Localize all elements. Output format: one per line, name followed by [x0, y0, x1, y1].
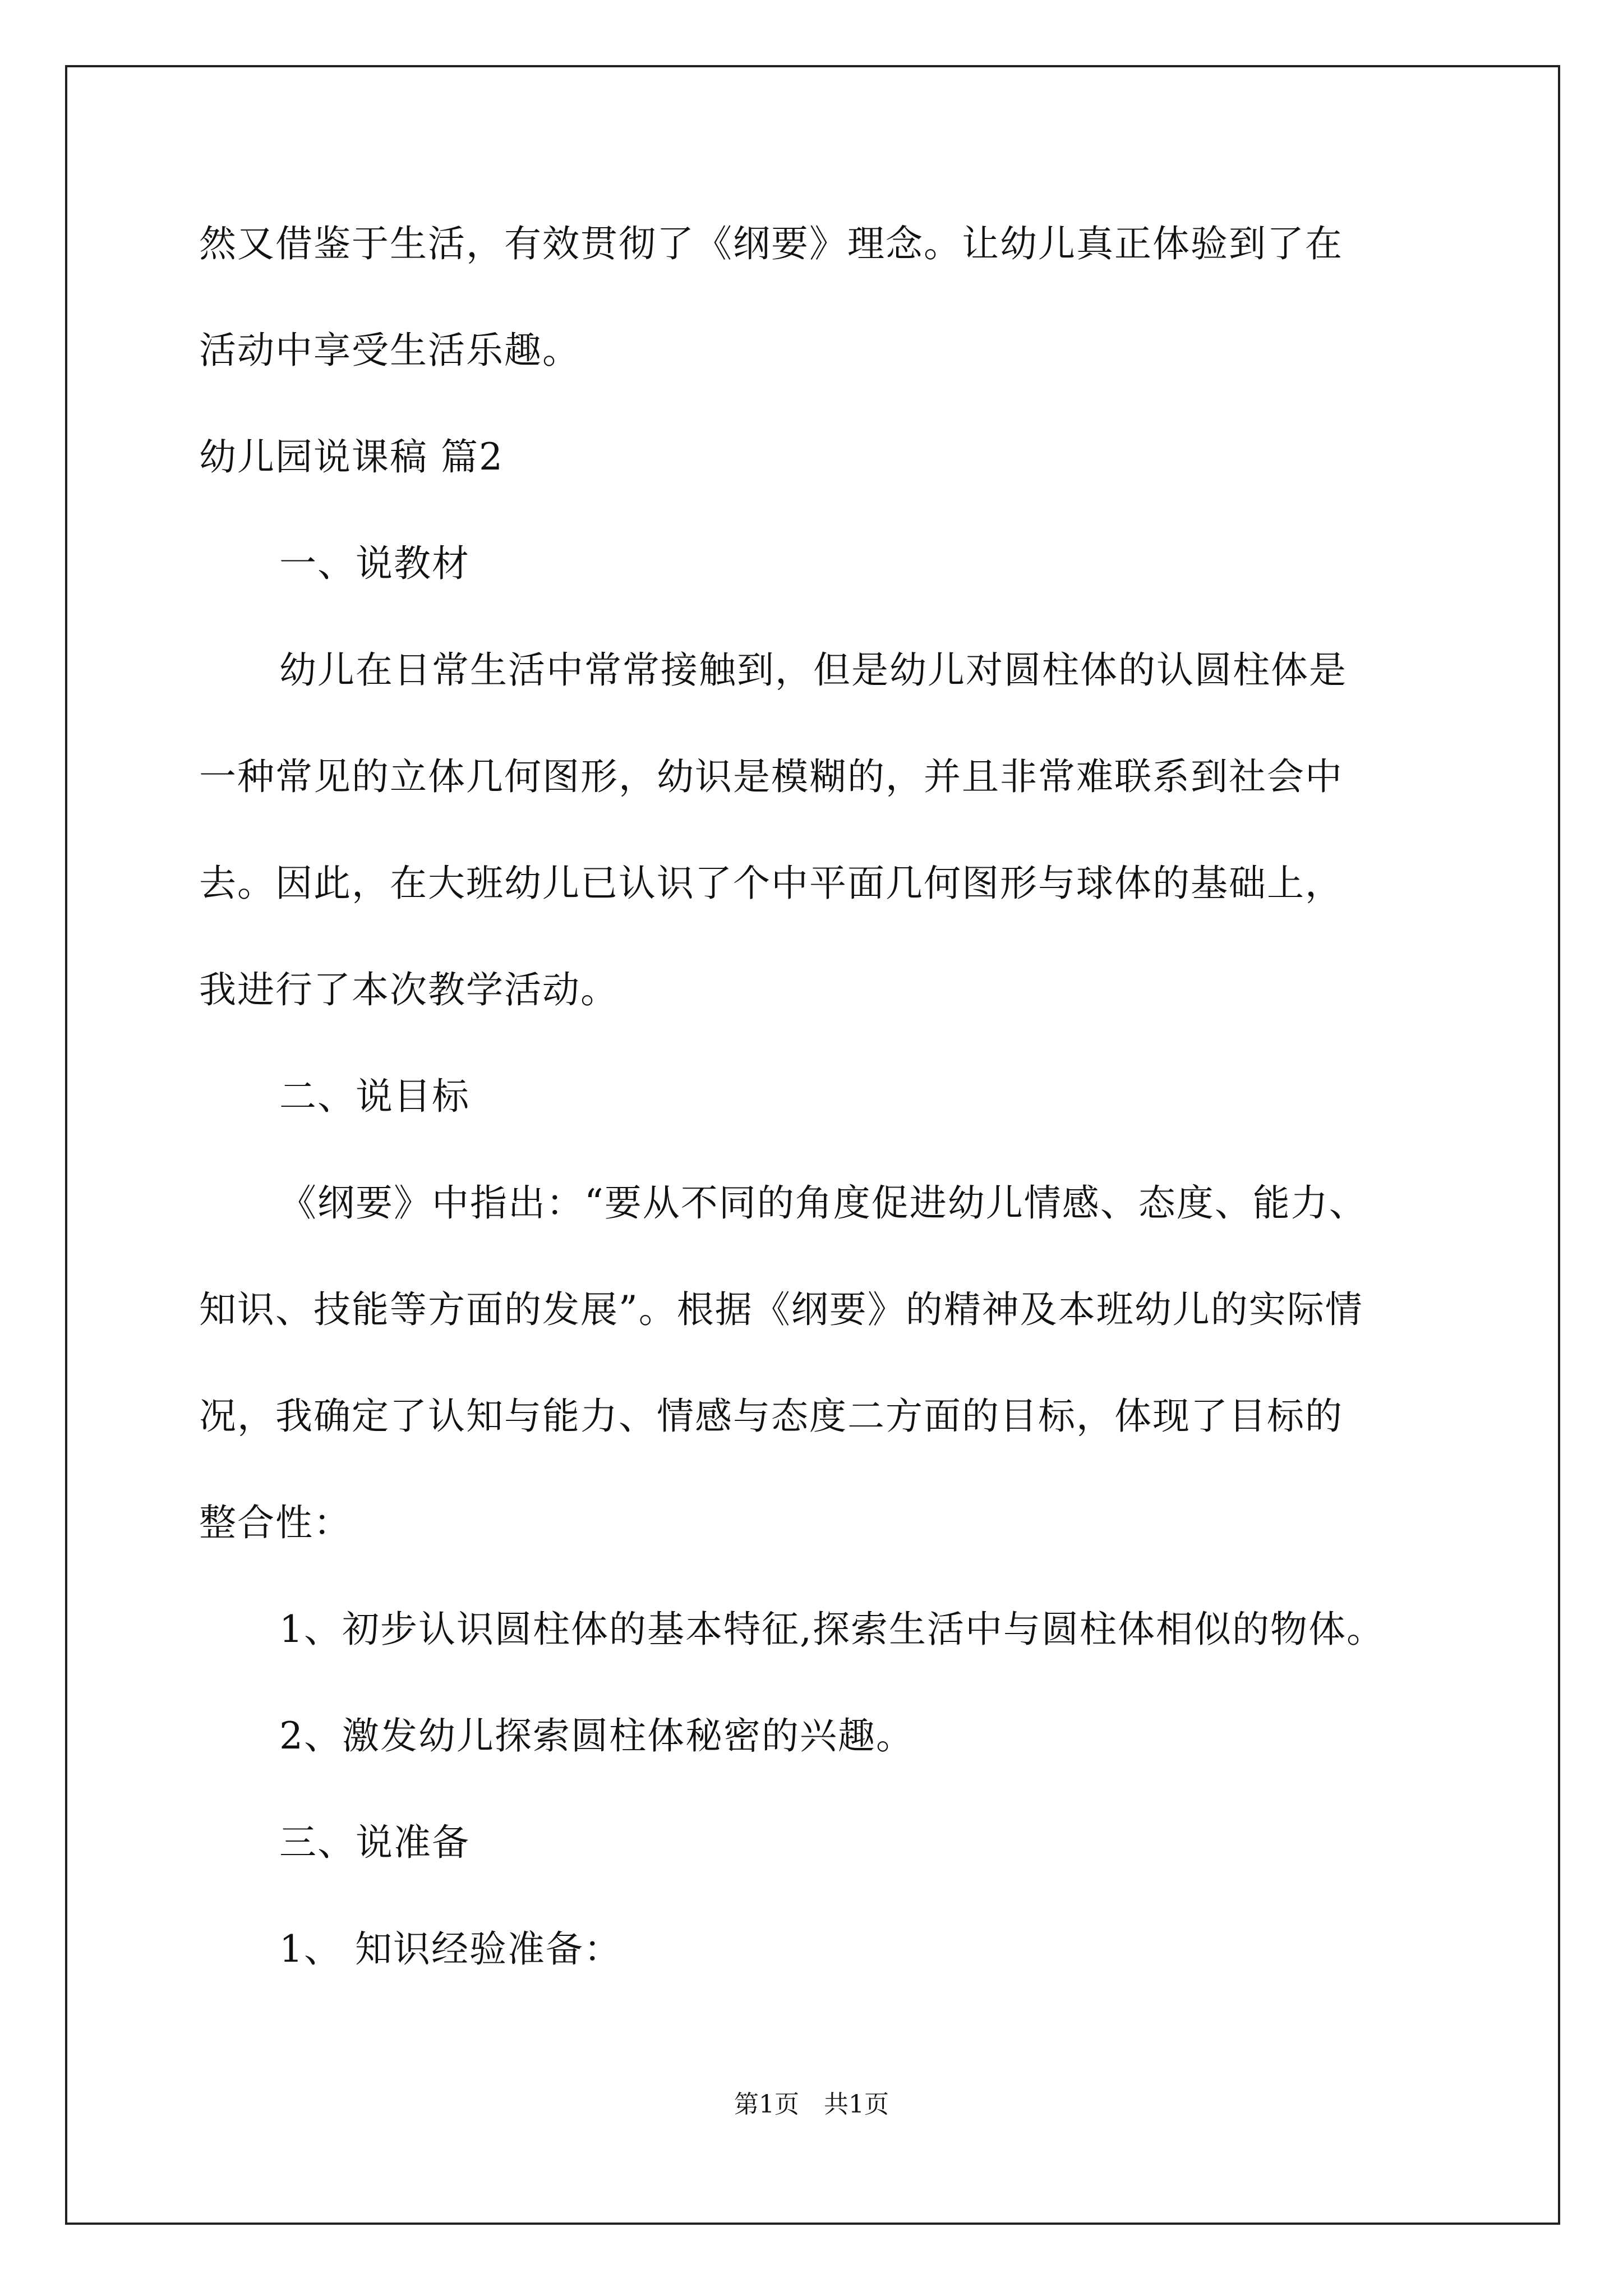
- paragraph-line: 然又借鉴于生活，有效贯彻了《纲要》理念。让幼儿真正体验到了在: [199, 222, 1343, 265]
- section-heading: 一、说教材: [279, 542, 470, 585]
- paragraph-line: 一种常见的立体几何图形，幼识是模糊的，并且非常难联系到社会中: [199, 755, 1343, 798]
- paragraph-line: 整合性：: [199, 1501, 352, 1544]
- section-heading: 二、说目标: [279, 1075, 470, 1118]
- section-title: 幼儿园说课稿 篇2: [199, 435, 504, 478]
- list-item: 1、 知识经验准备：: [279, 1927, 622, 1971]
- paragraph-line: 去。因此，在大班幼儿已认识了个中平面几何图形与球体的基础上，: [199, 862, 1343, 905]
- paragraph-line: 况，我确定了认知与能力、情感与态度二方面的目标，体现了目标的: [199, 1395, 1343, 1438]
- list-item: 1、初步认识圆柱体的基本特征,探索生活中与圆柱体相似的物体。: [279, 1608, 1385, 1651]
- paragraph-line: 活动中享受生活乐趣。: [199, 329, 580, 372]
- list-item: 2、激发幼儿探索圆柱体秘密的兴趣。: [279, 1714, 914, 1757]
- paragraph-line: 我进行了本次教学活动。: [199, 968, 619, 1011]
- section-heading: 三、说准备: [279, 1821, 470, 1864]
- page-footer: 第1页 共1页: [734, 2090, 889, 2119]
- page-border: [65, 65, 1560, 2225]
- paragraph-line: 知识、技能等方面的发展”。根据《纲要》的精神及本班幼儿的实际情: [199, 1288, 1363, 1331]
- paragraph-line: 幼儿在日常生活中常常接触到，但是幼儿对圆柱体的认圆柱体是: [279, 648, 1347, 692]
- paragraph-line: 《纲要》中指出：“要从不同的角度促进幼儿情感、态度、能力、: [279, 1181, 1367, 1225]
